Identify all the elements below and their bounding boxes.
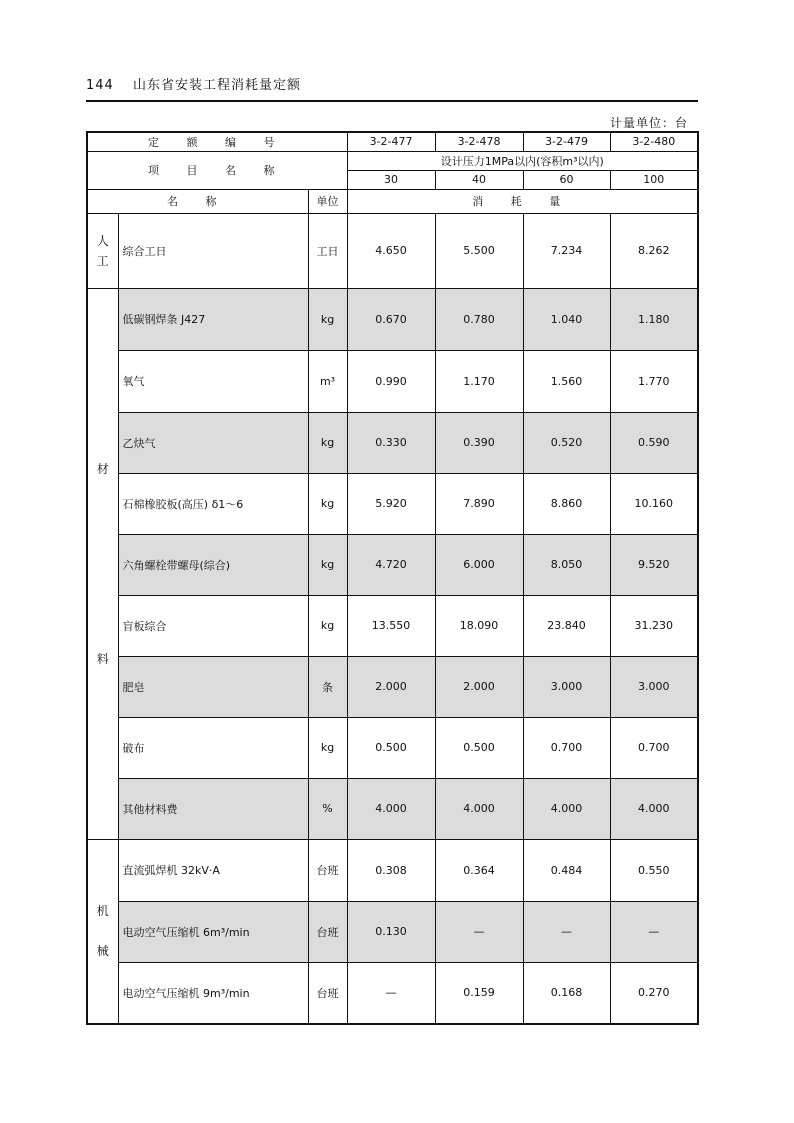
- row-value: 0.270: [610, 962, 698, 1024]
- column-name-header: 名 称: [87, 189, 308, 213]
- row-value: 0.550: [610, 839, 698, 901]
- row-value: 1.170: [435, 350, 523, 412]
- row-value: 7.890: [435, 473, 523, 534]
- row-value: —: [610, 901, 698, 962]
- quota-code: 3-2-477: [347, 132, 435, 151]
- page-number: 144: [86, 78, 114, 93]
- quota-code: 3-2-478: [435, 132, 523, 151]
- item-name-label: 项 目 名 称: [87, 151, 347, 189]
- row-value: 4.000: [435, 778, 523, 839]
- row-value: 9.520: [610, 534, 698, 595]
- row-unit: m³: [308, 350, 347, 412]
- row-value: 4.000: [347, 778, 435, 839]
- row-unit: kg: [308, 717, 347, 778]
- consumption-header: 消 耗 量: [347, 189, 698, 213]
- row-value: 1.770: [610, 350, 698, 412]
- row-value: 0.364: [435, 839, 523, 901]
- quota-code: 3-2-480: [610, 132, 698, 151]
- row-name: 直流弧焊机 32kV·A: [118, 839, 308, 901]
- row-name: 乙炔气: [118, 412, 308, 473]
- row-value: 2.000: [435, 656, 523, 717]
- quota-code: 3-2-479: [523, 132, 610, 151]
- row-unit: %: [308, 778, 347, 839]
- row-value: 0.308: [347, 839, 435, 901]
- row-value: —: [435, 901, 523, 962]
- row-name: 综合工日: [118, 213, 308, 288]
- row-unit: kg: [308, 412, 347, 473]
- row-name: 氧气: [118, 350, 308, 412]
- row-name: 六角螺栓带螺母(综合): [118, 534, 308, 595]
- category-material: 材 料: [87, 288, 118, 839]
- row-unit: kg: [308, 288, 347, 350]
- row-unit: kg: [308, 473, 347, 534]
- row-value: —: [347, 962, 435, 1024]
- row-value: 31.230: [610, 595, 698, 656]
- row-value: 0.700: [610, 717, 698, 778]
- row-value: 4.000: [523, 778, 610, 839]
- row-value: 0.990: [347, 350, 435, 412]
- row-name: 肥皂: [118, 656, 308, 717]
- row-name: 其他材料费: [118, 778, 308, 839]
- page-header: [86, 74, 301, 93]
- row-unit: 条: [308, 656, 347, 717]
- row-value: 6.000: [435, 534, 523, 595]
- row-unit: 台班: [308, 962, 347, 1024]
- row-value: 1.040: [523, 288, 610, 350]
- row-name: 盲板综合: [118, 595, 308, 656]
- capacity-cell: 100: [610, 170, 698, 189]
- row-value: 4.650: [347, 213, 435, 288]
- row-value: 0.520: [523, 412, 610, 473]
- row-value: 3.000: [610, 656, 698, 717]
- row-value: 0.330: [347, 412, 435, 473]
- row-unit: kg: [308, 534, 347, 595]
- row-value: 0.700: [523, 717, 610, 778]
- row-value: 3.000: [523, 656, 610, 717]
- column-unit-header: 单位: [308, 189, 347, 213]
- row-name: 破布: [118, 717, 308, 778]
- row-value: 0.484: [523, 839, 610, 901]
- row-value: 2.000: [347, 656, 435, 717]
- header-rule: [86, 100, 698, 102]
- row-name: 电动空气压缩机 9m³/min: [118, 962, 308, 1024]
- capacity-cell: 40: [435, 170, 523, 189]
- row-unit: kg: [308, 595, 347, 656]
- row-value: 7.234: [523, 213, 610, 288]
- category-labor: 人 工: [87, 213, 118, 288]
- row-unit: 台班: [308, 901, 347, 962]
- row-unit: 工日: [308, 213, 347, 288]
- row-value: 4.000: [610, 778, 698, 839]
- row-value: 0.670: [347, 288, 435, 350]
- book-title: 山东省安装工程消耗量定额: [132, 78, 301, 93]
- row-value: 18.090: [435, 595, 523, 656]
- row-value: 0.390: [435, 412, 523, 473]
- row-value: 1.180: [610, 288, 698, 350]
- row-value: 5.500: [435, 213, 523, 288]
- row-value: 4.720: [347, 534, 435, 595]
- capacity-cell: 60: [523, 170, 610, 189]
- row-name: 石棉橡胶板(高压) δ1～6: [118, 473, 308, 534]
- unit-label: 计量单位：台: [609, 116, 688, 130]
- category-machine: 机 械: [87, 839, 118, 1024]
- row-value: 8.262: [610, 213, 698, 288]
- row-value: 1.560: [523, 350, 610, 412]
- row-value: 23.840: [523, 595, 610, 656]
- row-value: 0.780: [435, 288, 523, 350]
- row-value: 8.050: [523, 534, 610, 595]
- row-name: 电动空气压缩机 6m³/min: [118, 901, 308, 962]
- row-value: 8.860: [523, 473, 610, 534]
- capacity-cell: 30: [347, 170, 435, 189]
- row-value: 10.160: [610, 473, 698, 534]
- row-value: 0.500: [347, 717, 435, 778]
- row-value: 0.500: [435, 717, 523, 778]
- row-value: —: [523, 901, 610, 962]
- quota-code-label: 定 额 编 号: [87, 132, 347, 151]
- row-value: 13.550: [347, 595, 435, 656]
- row-value: 0.159: [435, 962, 523, 1024]
- row-value: 0.590: [610, 412, 698, 473]
- row-unit: 台班: [308, 839, 347, 901]
- row-name: 低碳钢焊条 J427: [118, 288, 308, 350]
- quota-table: [86, 131, 699, 1025]
- row-value: 0.168: [523, 962, 610, 1024]
- condition-label: 设计压力1MPa以内(容积m³以内): [347, 151, 698, 170]
- row-value: 5.920: [347, 473, 435, 534]
- row-value: 0.130: [347, 901, 435, 962]
